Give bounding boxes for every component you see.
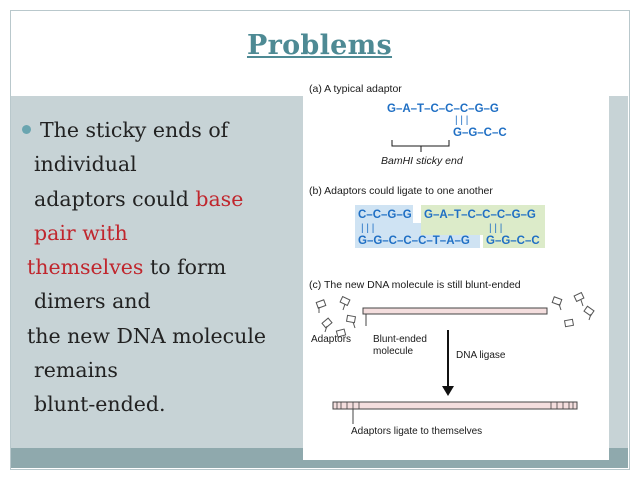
sequence-a-bottom: G–G–C–C [453, 127, 507, 139]
adaptor-figure [303, 82, 609, 460]
slide-title: Problems [246, 30, 393, 61]
adaptor-fragments-right [552, 293, 594, 327]
sequence-a-bars: | | | [455, 115, 469, 126]
bullet-line [20, 216, 285, 250]
highlight-span: pair with [34, 220, 128, 245]
bullet-line [20, 182, 285, 216]
text-span: blunt-ended. [34, 392, 166, 417]
sequence-b-bars-right: | | | [489, 223, 503, 234]
blunt-ended-molecule [363, 308, 547, 314]
text-span: individual [34, 152, 137, 177]
sequence-a-top: G–A–T–C–C–C–G–G [387, 103, 499, 115]
arrow-head-icon [442, 386, 454, 396]
caption-c: (c) The new DNA molecule is still blunt-ended [309, 279, 521, 291]
text-span: adaptors could [34, 186, 196, 211]
bullet-line [27, 319, 285, 353]
highlight-span: base [195, 186, 244, 211]
text-span: remains [34, 358, 118, 383]
bullet-dot-icon [22, 125, 31, 134]
bullet-text [20, 113, 285, 422]
bullet-line [20, 387, 285, 421]
bullet-line [20, 284, 285, 318]
sequence-b-left-bottom: G–G–C–C–C–T–A–G [358, 235, 470, 247]
sequence-b-right-top: G–A–T–C–C–C–G–G [424, 209, 536, 221]
text-span: the new DNA molecule [27, 323, 267, 348]
ligase-label: DNA ligase [456, 350, 506, 361]
caption-a: (a) A typical adaptor [309, 83, 402, 95]
blunt-label-1: Blunt-ended [373, 334, 427, 345]
result-label: Adaptors ligate to themselves [351, 426, 483, 437]
adaptor-figure-svg [303, 82, 609, 460]
text-span: to form [143, 255, 227, 280]
blunt-label-2: molecule [373, 346, 414, 357]
sequence-b-bars-left: | | | [361, 223, 375, 234]
bullet-line [20, 353, 285, 387]
sticky-end-bracket [392, 140, 449, 146]
ligated-molecule [333, 402, 577, 409]
adaptor-fragments-left [316, 297, 355, 337]
sticky-end-label: BamHI sticky end [381, 155, 463, 167]
caption-b: (b) Adaptors could ligate to one another [309, 185, 493, 197]
text-span: The sticky ends of [40, 118, 229, 142]
bullet-line [20, 147, 285, 181]
sequence-b-right-bottom: G–G–C–C [486, 235, 540, 247]
sequence-b-left-top: C–C–G–G [358, 209, 412, 221]
bullet-line [27, 250, 285, 284]
bullet-line [20, 113, 285, 147]
adaptors-label: Adaptors [311, 334, 352, 345]
highlight-span: themselves [27, 255, 144, 280]
text-span: dimers and [34, 289, 151, 314]
